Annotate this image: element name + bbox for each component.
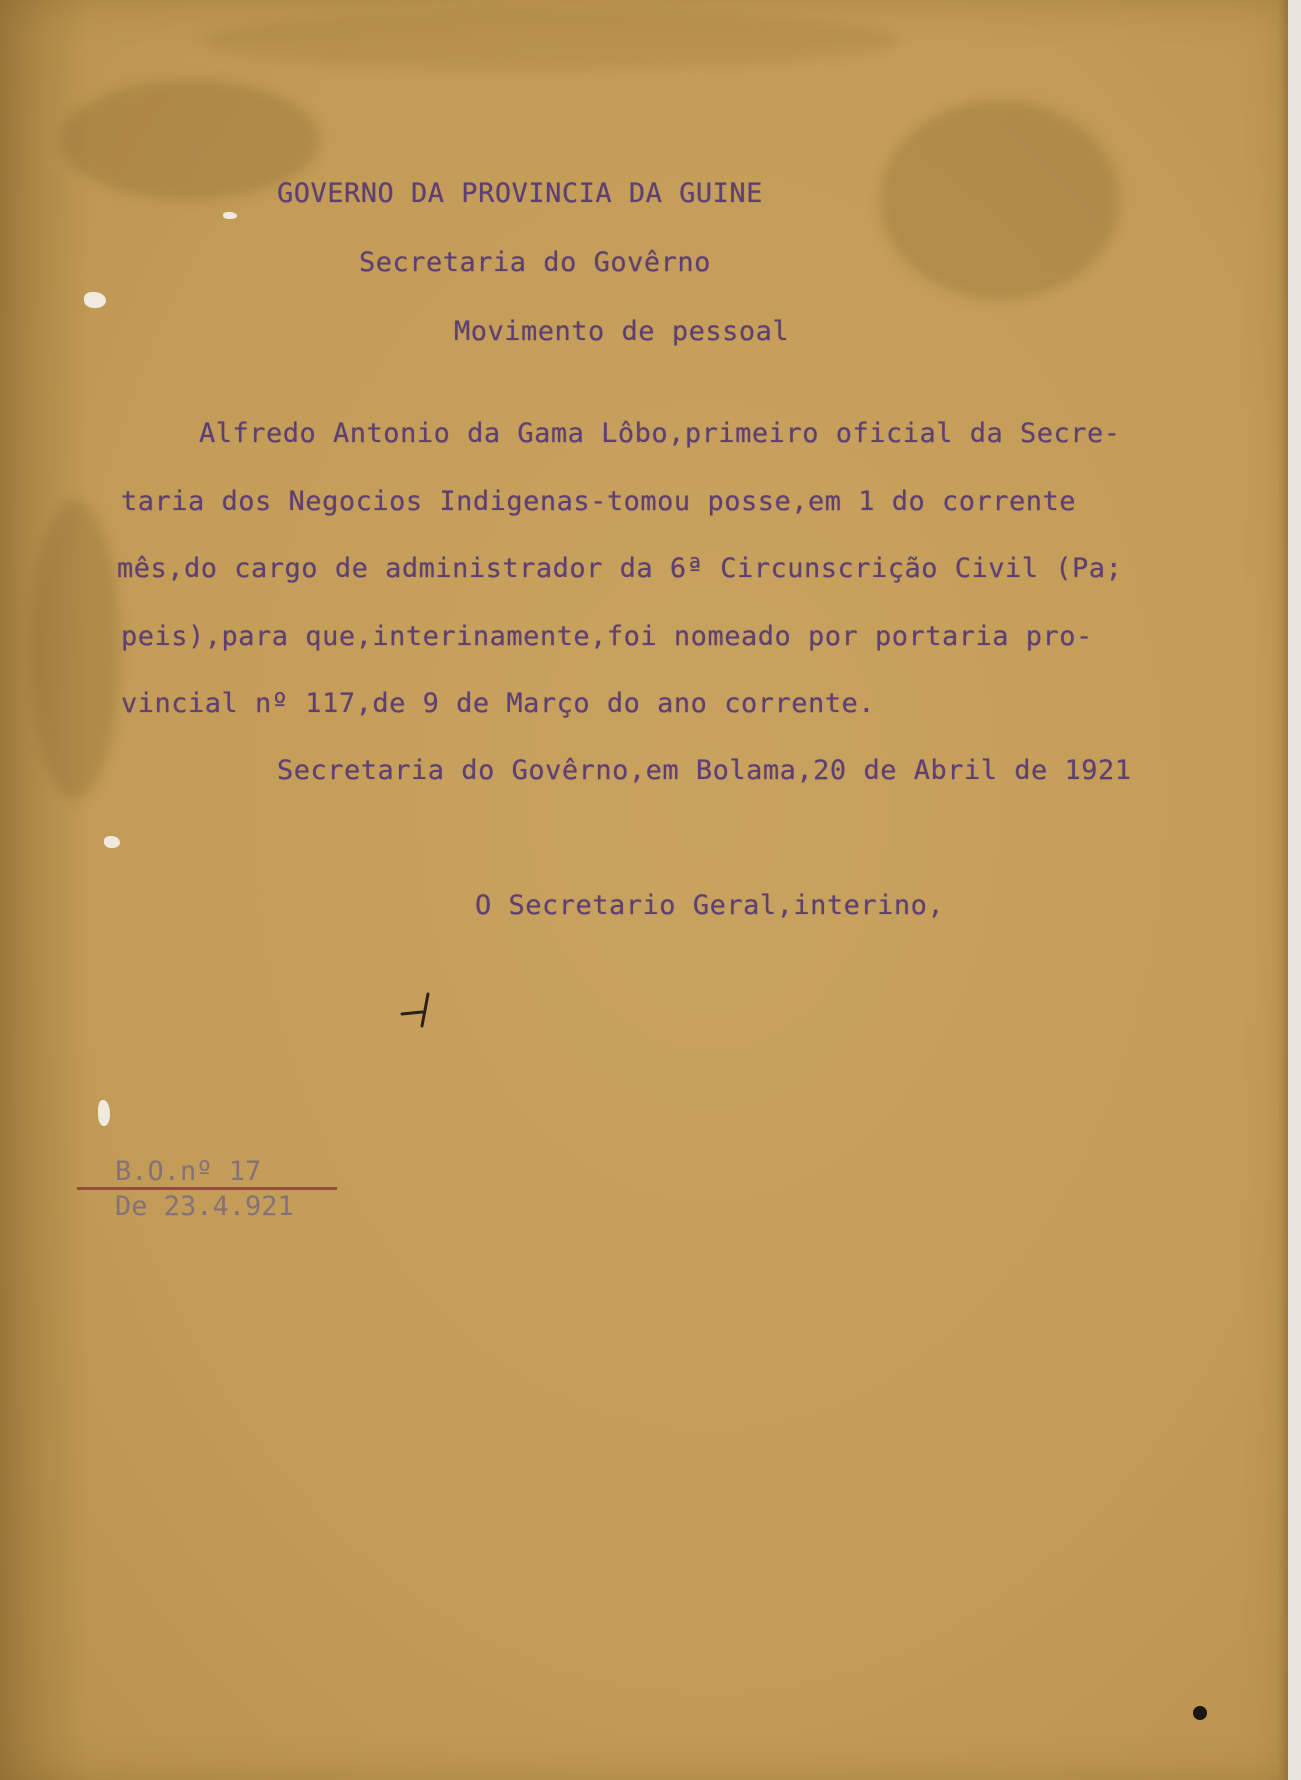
header-secretariat: Secretaria do Govêrno xyxy=(359,247,711,278)
paper-hole xyxy=(98,1100,110,1126)
paper-stain xyxy=(880,100,1120,300)
ink-dot xyxy=(1193,1706,1207,1720)
body-line-1: Alfredo Antonio da Gama Lôbo,primeiro oficial da Secre- xyxy=(199,418,1121,449)
scan-edge xyxy=(1288,0,1301,1780)
paper-stain xyxy=(30,500,120,800)
body-line-2: taria dos Negocios Indigenas-tomou posse,em 1 do corrente xyxy=(121,486,1077,517)
paper-hole xyxy=(84,292,106,308)
paper-stain xyxy=(200,10,900,70)
stamp-underline xyxy=(77,1187,337,1190)
place-and-date: Secretaria do Govêrno,em Bolama,20 de Abril de 1921 xyxy=(277,755,1132,786)
body-line-4: peis),para que,interinamente,foi nomeado por portaria pro- xyxy=(121,621,1093,652)
page-edge-shadow xyxy=(0,0,90,1780)
signature-title: O Secretario Geral,interino, xyxy=(475,890,945,921)
paper-hole xyxy=(223,212,237,219)
pen-mark xyxy=(398,990,448,1030)
body-line-5: vincial nº 117,de 9 de Março do ano corrente. xyxy=(121,688,875,719)
stamp-bulletin-date: De 23.4.921 xyxy=(115,1191,294,1222)
header-government: GOVERNO DA PROVINCIA DA GUINE xyxy=(277,178,763,209)
body-line-3: mês,do cargo de administrador da 6ª Circunscrição Civil (Pa; xyxy=(117,553,1123,584)
stamp-bulletin-number: B.O.nº 17 xyxy=(115,1156,262,1187)
paper-hole xyxy=(104,836,120,848)
header-subject: Movimento de pessoal xyxy=(454,316,790,347)
